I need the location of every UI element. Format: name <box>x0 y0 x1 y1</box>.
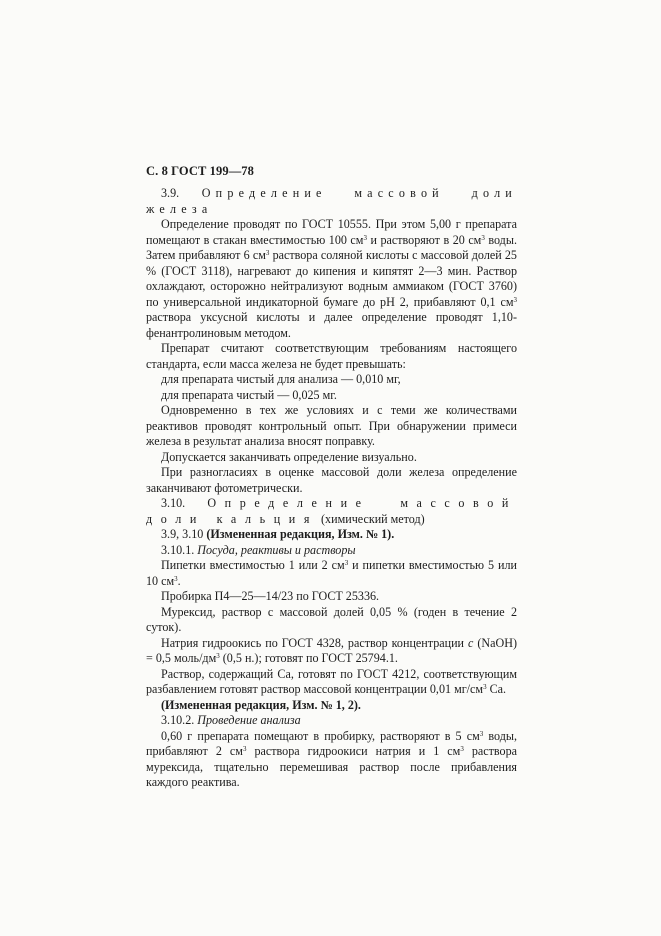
document-body <box>146 186 517 791</box>
superscript: 3 <box>216 652 220 660</box>
superscript: 3 <box>483 683 487 691</box>
superscript: 3 <box>479 729 484 738</box>
section-number: 3.10. <box>161 496 208 510</box>
section-3-9-heading <box>146 186 517 217</box>
paragraph-limit-analysis-grade: для препарата чистый для анализа — 0,010 мг, <box>161 372 401 386</box>
paragraph-requirements: Препарат считают соответствующим требованиям настоящего стандарта, если масса железа не будет превышать: <box>146 341 517 371</box>
paragraph-sodium-hydroxide <box>146 636 517 667</box>
superscript: 3 <box>481 233 485 242</box>
section-subtitle: (химический метод) <box>318 511 425 526</box>
text-run: (0,5 н.); готовят по ГОСТ 25794.1. <box>219 651 398 665</box>
text-run: раствора мурексида, тщательно перемешивая раствор после прибавления каждого реактива. <box>146 744 518 789</box>
paragraph-murexide: Мурексид, раствор с массовой долей 0,05 % (годен в течение 2 суток). <box>146 604 517 634</box>
text-run: . <box>177 573 181 588</box>
text-run: c <box>468 635 474 650</box>
superscript: 3 <box>460 745 464 753</box>
paragraph-photometric: При разногласиях в оценке массовой доли железа определение заканчивают фотометрически. <box>146 465 517 495</box>
paragraph-test-tube: Пробирка П4—25—14/23 по ГОСТ 25336. <box>161 589 380 603</box>
subsection-3-10-1-heading <box>146 543 517 559</box>
text-run: воды, прибавляют 2 см <box>146 728 517 758</box>
paragraph-calcium-solution <box>146 667 517 698</box>
text-run: Натрия гидроокись по ГОСТ 4328, раствор концентрации <box>161 635 469 650</box>
superscript: 3 <box>513 295 517 304</box>
superscript: 3 <box>344 559 349 567</box>
text-run: (NaOH) = 0,5 моль/дм <box>146 635 517 665</box>
text-run: 0,60 г препарата помещают в пробирку, растворяют в 5 см <box>161 728 480 743</box>
text-run: раствора соляной кислоты с массовой долей 25 % (ГОСТ 3118), нагревают до кипения и кипятят 2—3 мин. Раствор охлаждают, осторожно нейтрализуют водным аммиаком (ГОСТ 3760) по универсальной индикаторной бумаге до pH 2, прибавляют 0,1 см <box>146 248 517 309</box>
subsection-title: Проведение анализа <box>197 713 301 727</box>
text-run: раствора уксусной кислоты и далее определение проводят 1,10-фенантролиновым методом. <box>146 310 517 340</box>
paragraph-analysis-procedure <box>146 729 517 791</box>
superscript: 3 <box>363 233 367 242</box>
section-3-10-heading <box>146 496 517 527</box>
page-header: С. 8 ГОСТ 199—78 <box>146 164 255 178</box>
section-number: 3.9. <box>161 186 202 200</box>
text-run: и растворяют в 20 см <box>366 232 482 247</box>
paragraph-iron-procedure <box>146 217 517 341</box>
amendment-text: (Измененная редакция, Изм. № 1). <box>206 527 395 541</box>
subsection-title: Посуда, реактивы и растворы <box>197 542 356 557</box>
text-run: Са. <box>486 682 507 696</box>
paragraph-limit-pure-grade: для препарата чистый — 0,025 мг. <box>161 387 337 402</box>
superscript: 3 <box>174 574 178 583</box>
text-run: Пипетки вместимостью 1 или 2 см <box>161 558 345 572</box>
section-title: Определение массовой доли железа <box>146 186 517 216</box>
text-run: и пипетки вместимостью 5 или 10 см <box>146 558 518 588</box>
section-title: Определение массовой доли кальция <box>146 496 517 526</box>
text-run: 3.9, 3.10 <box>161 527 207 541</box>
section-number: 3.10.1. <box>161 542 198 557</box>
text-run: воды. Затем прибавляют 6 см <box>146 232 517 262</box>
text-run: раствора гидроокиси натрия и 1 см <box>246 744 461 758</box>
subsection-3-10-2-heading <box>146 713 517 729</box>
text-run: Раствор, содержащий Са, готовят по ГОСТ 4212, соответствующим разбавлением готовят раствор массовой концентрации 0,01 мг/см <box>146 666 517 696</box>
section-number: 3.10.2. <box>161 713 198 727</box>
paragraph-visual-finish: Допускается заканчивать определение визуально. <box>161 449 417 464</box>
amendment-note-1 <box>146 527 517 543</box>
paragraph-control-experiment: Одновременно в тех же условиях и с теми же количествами реактивов проводят контрольный опыт. При обнаружении примеси железа в результат анализа вносят поправку. <box>146 403 517 448</box>
text-run: Определение проводят по ГОСТ 10555. При этом 5,00 г препарата помещают в стакан вместимостью 100 см <box>146 217 517 247</box>
paragraph-pipettes <box>146 558 517 589</box>
amendment-note-2: (Измененная редакция, Изм. № 1, 2). <box>161 697 361 712</box>
superscript: 3 <box>242 745 247 753</box>
superscript: 3 <box>265 249 270 257</box>
